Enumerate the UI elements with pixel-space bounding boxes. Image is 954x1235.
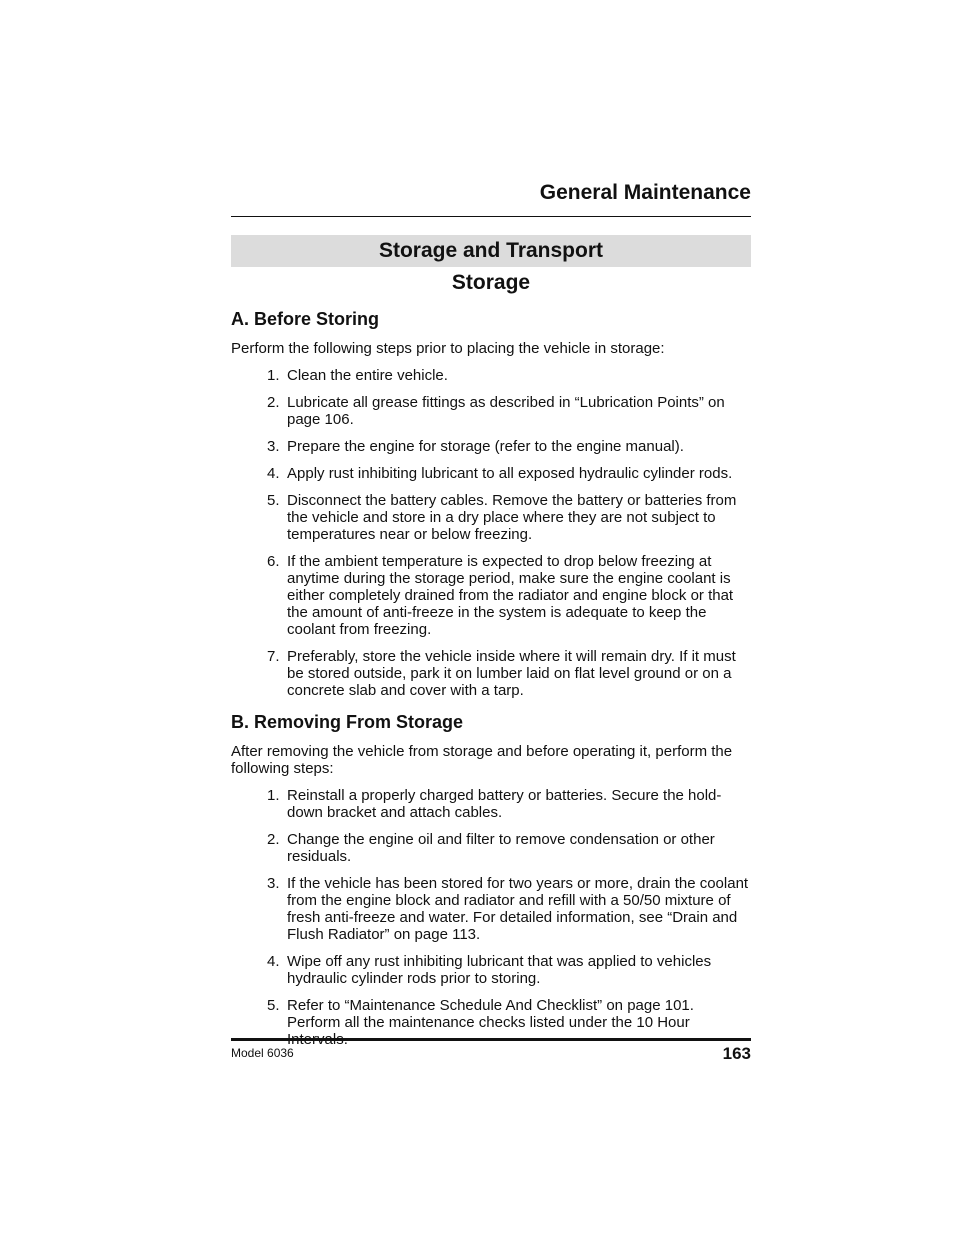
list-item [231, 553, 751, 638]
model-label: Model 6036 [231, 1046, 294, 1060]
step-text: Preferably, store the vehicle inside where it will remain dry. If it must be stored outside, park it on lumber laid on flat level ground or on a concrete slab and cover with a tarp. [287, 648, 736, 699]
step-number: 4. [267, 465, 280, 482]
header-rule [231, 216, 751, 217]
list-item [231, 394, 751, 428]
list-item [231, 831, 751, 865]
step-number: 5. [267, 492, 280, 509]
step-text: Apply rust inhibiting lubricant to all exposed hydraulic cylinder rods. [287, 465, 733, 482]
section-title: Storage and Transport [231, 235, 751, 267]
list-item [231, 438, 751, 455]
step-text: Refer to “Maintenance Schedule And Checklist” on page 101. Perform all the maintenance checks listed under the 10 Hour Intervals. [287, 997, 694, 1048]
subsection-title: Storage [451, 271, 531, 294]
step-number: 3. [267, 875, 280, 892]
heading-removing-from-storage: B. Removing From Storage [231, 712, 464, 732]
step-number: 2. [267, 831, 280, 848]
step-text: Disconnect the battery cables. Remove the battery or batteries from the vehicle and store in a dry place where they are not subject to temperatures near or below freezing. [287, 492, 737, 543]
step-number: 4. [267, 953, 280, 970]
step-number: 3. [267, 438, 280, 455]
step-text: Change the engine oil and filter to remove condensation or other residuals. [287, 831, 715, 865]
steps-before-storing [231, 367, 751, 699]
list-item [231, 648, 751, 699]
intro-removing-from-storage: After removing the vehicle from storage and before operating it, perform the following steps: [231, 743, 733, 777]
step-number: 7. [267, 648, 280, 665]
steps-removing-from-storage [231, 787, 751, 1048]
step-number: 1. [267, 787, 280, 804]
list-item [231, 367, 751, 384]
step-text: Reinstall a properly charged battery or batteries. Secure the hold-down bracket and attach cables. [287, 787, 722, 821]
step-text: If the ambient temperature is expected to drop below freezing at anytime during the storage period, make sure the engine coolant is either completely drained from the radiator and engine block or that the amount of anti-freeze in the system is adequate to keep the coolant from freezing. [287, 553, 734, 638]
step-number: 6. [267, 553, 280, 570]
page-content [231, 306, 751, 1058]
list-item [231, 875, 751, 943]
page-number: 163 [722, 1044, 751, 1063]
step-text: Prepare the engine for storage (refer to the engine manual). [287, 438, 684, 455]
list-item [231, 492, 751, 543]
step-text: If the vehicle has been stored for two years or more, drain the coolant from the engine block and radiator and refill with a 50/50 mixture of fresh anti-freeze and water. For detailed information, see “Drain and Flush Radiator” on page 113. [287, 875, 749, 943]
step-text: Clean the entire vehicle. [287, 367, 448, 384]
list-item [231, 953, 751, 987]
step-number: 2. [267, 394, 280, 411]
heading-before-storing: A. Before Storing [231, 309, 380, 329]
list-item [231, 465, 751, 482]
step-text: Wipe off any rust inhibiting lubricant that was applied to vehicles hydraulic cylinder rods prior to storing. [287, 953, 712, 987]
step-text: Lubricate all grease fittings as described in “Lubrication Points” on page 106. [287, 394, 725, 428]
step-number: 1. [267, 367, 280, 384]
chapter-title: General Maintenance [539, 181, 751, 204]
list-item [231, 787, 751, 821]
footer-rule [231, 1038, 751, 1041]
intro-before-storing: Perform the following steps prior to placing the vehicle in storage: [231, 340, 665, 357]
step-number: 5. [267, 997, 280, 1014]
